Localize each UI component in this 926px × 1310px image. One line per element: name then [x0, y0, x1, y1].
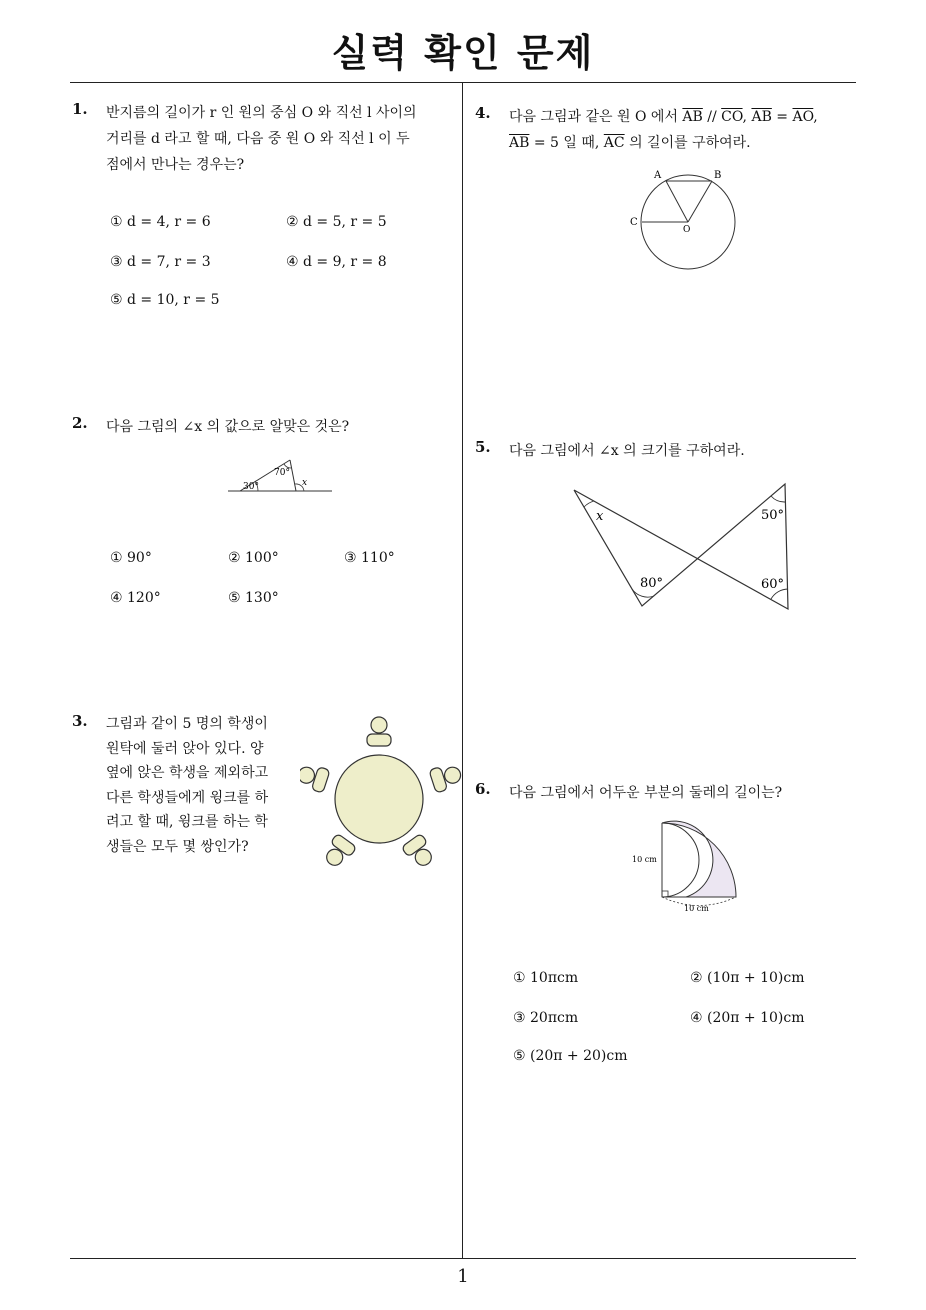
shaded-region-figure: [628, 818, 744, 916]
question-line: 반지름의 길이가 r 인 원의 중심 O 와 직선 l 사이의: [106, 105, 417, 121]
question-line: 려고 할 때, 윙크를 하는 학: [106, 814, 268, 830]
question-line: 다음 그림과 같은 원 O 에서 $\overline{AB} // \overline{CO}$, $\overline{AB} = \overline{AO}$,: [509, 109, 818, 125]
question-number: 4.: [475, 104, 491, 122]
question-number: 6.: [475, 780, 491, 798]
question-line: 점에서 만나는 경우는?: [106, 157, 245, 173]
option-5[interactable]: ⑤ 130°: [228, 590, 279, 606]
question-line: 생들은 모두 몇 쌍인가?: [106, 838, 249, 855]
option-5[interactable]: ⑤ d = 10, r = 5: [110, 292, 220, 308]
column-divider: [462, 83, 463, 1258]
point-label-a: A: [654, 170, 662, 181]
question-text: [509, 104, 861, 156]
option-3[interactable]: ③ d = 7, r = 3: [110, 254, 211, 270]
question-line: 그림과 같이 5 명의 학생이: [106, 716, 268, 732]
option-1[interactable]: ① d = 4, r = 6: [110, 214, 211, 230]
question-number: 3.: [72, 712, 88, 730]
question-number: 5.: [475, 438, 491, 456]
question-line: $\overline{AB} = 5$ 일 때, $\overline{AC}$ 의 길이를 구하여라.: [509, 135, 751, 151]
point-label-c: C: [630, 217, 638, 228]
bottom-length-label: 10 cm: [684, 904, 709, 913]
page-title: 실력 확인 문제: [331, 31, 595, 75]
student-seat-icon: [429, 761, 462, 793]
page-number: 1: [457, 1266, 469, 1287]
option-1[interactable]: ① 90°: [110, 550, 152, 566]
side-length-label: 10 cm: [632, 855, 657, 864]
question-number: 1.: [72, 100, 88, 118]
angle-label-x: x: [596, 509, 604, 524]
student-seat-icon: [300, 761, 330, 793]
question-text: [106, 712, 296, 859]
angle-label-30: 30°: [243, 482, 259, 492]
option-3[interactable]: ③ 110°: [344, 550, 395, 566]
option-3[interactable]: ③ 20πcm: [513, 1010, 579, 1026]
point-label-b: B: [714, 170, 722, 181]
triangle-figure: [222, 452, 338, 498]
option-2[interactable]: ② d = 5, r = 5: [286, 214, 387, 230]
option-4[interactable]: ④ 120°: [110, 590, 161, 606]
question-line: 거리를 d 라고 할 때, 다음 중 원 O 와 직선 l 이 두: [106, 131, 410, 147]
option-4[interactable]: ④ d = 9, r = 8: [286, 254, 387, 270]
angle-label-70: 70°: [274, 468, 290, 478]
option-2[interactable]: ② (10π + 10)cm: [690, 970, 805, 986]
student-seat-icon: [320, 833, 356, 871]
angle-label-x: x: [302, 478, 308, 488]
circle-figure: [624, 166, 740, 274]
angle-label-50: 50°: [761, 508, 785, 523]
question-text: [106, 100, 456, 178]
question-line: 다른 학생들에게 윙크를 하: [106, 789, 269, 806]
round-table: [335, 755, 423, 843]
question-text: 다음 그림에서 ∠x 의 크기를 구하여라.: [509, 443, 745, 459]
question-number: 2.: [72, 414, 88, 432]
question-text: 다음 그림의 ∠x 의 값으로 알맞은 것은?: [106, 419, 350, 435]
crossed-triangles-figure: [566, 480, 798, 614]
round-table-figure: [300, 712, 462, 872]
student-seat-icon: [367, 717, 391, 746]
question-text: 다음 그림에서 어두운 부분의 둘레의 길이는?: [509, 785, 783, 801]
option-4[interactable]: ④ (20π + 10)cm: [690, 1010, 805, 1026]
question-line: 옆에 앉은 학생을 제외하고: [106, 765, 269, 781]
point-label-o: O: [683, 225, 691, 235]
angle-label-80: 80°: [640, 576, 664, 591]
option-2[interactable]: ② 100°: [228, 550, 279, 566]
bottom-rule: [70, 1258, 856, 1259]
option-1[interactable]: ① 10πcm: [513, 970, 579, 986]
question-line: 원탁에 둘러 앉아 있다. 양: [106, 740, 264, 757]
option-5[interactable]: ⑤ (20π + 20)cm: [513, 1048, 628, 1064]
top-rule: [70, 82, 856, 83]
student-seat-icon: [401, 833, 437, 871]
angle-label-60: 60°: [761, 577, 785, 592]
